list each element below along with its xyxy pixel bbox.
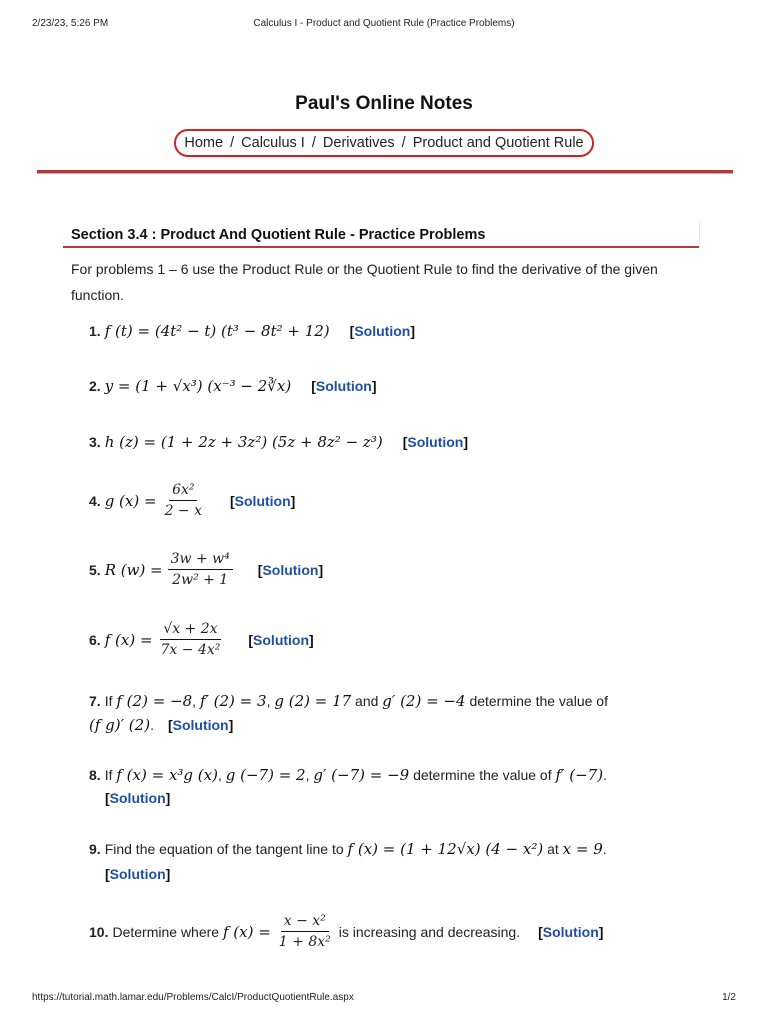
breadcrumb-derivatives[interactable]: Derivatives: [322, 135, 395, 151]
breadcrumb-container: [0, 129, 768, 157]
problem-7-continuation: [89, 716, 233, 734]
problem-number: 9.: [89, 841, 101, 857]
breadcrumb-calculus-i[interactable]: Calculus I: [241, 135, 305, 151]
solution-link-7[interactable]: [Solution]: [167, 717, 234, 733]
problem-number: 1.: [89, 323, 101, 339]
problem-8: [89, 766, 607, 784]
breadcrumb-home[interactable]: Home: [184, 135, 224, 151]
problem-text: and: [355, 693, 379, 709]
print-page-number: 1/2: [722, 992, 736, 1003]
solution-link-label[interactable]: Solution: [542, 923, 599, 940]
site-title[interactable]: Paul's Online Notes: [295, 93, 473, 114]
problem-8-continuation: [105, 790, 170, 806]
problem-text: ,: [266, 693, 271, 709]
problem-text: is increasing and decreasing.: [338, 923, 521, 940]
problem-number: 4.: [89, 492, 101, 509]
problem-text: .: [603, 767, 607, 783]
solution-link-5[interactable]: [Solution]: [257, 561, 324, 578]
problem-math: f′ (2) = 3: [199, 692, 267, 710]
problem-2: [89, 377, 377, 395]
fraction-numerator: 6x²: [169, 482, 197, 501]
problem-math: f′ (−7): [555, 766, 604, 784]
solution-link-label[interactable]: Solution: [253, 631, 310, 648]
fraction: [158, 621, 224, 658]
problem-math: g (2) = 17: [274, 692, 352, 710]
problem-number: 3.: [89, 434, 101, 450]
breadcrumb-current-page[interactable]: Product and Quotient Rule: [412, 135, 584, 151]
problem-math: h (z) = (1 + 2z + 3z²) (5z + 8z² − z³): [104, 433, 383, 451]
problem-math: y = (1 + √x³) (x⁻³ − 2∛x): [104, 377, 292, 395]
breadcrumb-separator: /: [230, 135, 235, 151]
fraction: [276, 913, 334, 950]
section-intro: For problems 1 – 6 use the Product Rule or the Quotient Rule to find the derivative of the given function.: [71, 261, 658, 303]
problem-number: 2.: [89, 378, 101, 394]
breadcrumb: [174, 129, 593, 157]
problem-9: [89, 840, 607, 858]
problem-text: If: [104, 693, 113, 709]
solution-link-1[interactable]: [Solution]: [349, 323, 416, 339]
problem-text: ,: [305, 767, 310, 783]
print-datetime: 2/23/23, 5:26 PM: [32, 18, 109, 29]
problem-number: 7.: [89, 693, 101, 709]
problem-lhs: f (x) =: [104, 630, 153, 649]
fraction-denominator: 2w² + 1: [172, 572, 229, 588]
problem-math: g′ (2) = −4: [382, 692, 466, 710]
breadcrumb-separator: /: [311, 135, 316, 151]
problem-9-continuation: [105, 866, 170, 882]
print-page-title: Calculus I - Product and Quotient Rule (Practice Problems): [253, 18, 515, 29]
problem-7: [89, 692, 608, 710]
print-footer: [32, 992, 736, 1006]
problem-text: determine the value of: [413, 767, 552, 783]
fraction-numerator: x − x²: [281, 913, 329, 932]
problem-math: g (−7) = 2: [225, 766, 306, 784]
solution-link-3[interactable]: [Solution]: [402, 434, 469, 450]
problem-text: determine the value of: [469, 693, 608, 709]
problem-text: ,: [217, 767, 222, 783]
section-divider: [63, 246, 699, 248]
problem-math: x = 9: [562, 840, 603, 858]
problem-10: [89, 913, 603, 950]
solution-link-label[interactable]: Solution: [234, 492, 291, 509]
print-header: [32, 18, 736, 32]
fraction: [168, 551, 233, 588]
problem-3: [89, 433, 468, 451]
fraction-denominator: 1 + 8x²: [278, 934, 331, 950]
solution-link-label[interactable]: Solution: [262, 561, 319, 578]
fraction: [162, 482, 205, 519]
problem-text: at: [547, 841, 559, 857]
fraction-numerator: 3w + w⁴: [168, 551, 233, 570]
solution-link-label[interactable]: Solution: [109, 866, 166, 882]
problem-lhs: R (w) =: [104, 560, 163, 579]
header-divider: [37, 170, 733, 174]
problem-math: (f g)′ (2): [89, 716, 151, 734]
solution-link-4[interactable]: [Solution]: [230, 492, 296, 509]
solution-link-label[interactable]: Solution: [109, 790, 166, 806]
problem-6: [89, 621, 314, 658]
problem-math: f (2) = −8: [116, 692, 193, 710]
problem-text: Find the equation of the tangent line to: [104, 841, 344, 857]
problem-number: 5.: [89, 561, 101, 578]
breadcrumb-separator: /: [401, 135, 406, 151]
solution-link-label[interactable]: Solution: [315, 378, 372, 394]
fraction-denominator: 2 − x: [164, 503, 202, 519]
problem-lhs: g (x) =: [104, 491, 157, 510]
problem-number: 8.: [89, 767, 101, 783]
problem-lhs: f (x) =: [222, 922, 271, 941]
solution-link-label[interactable]: Solution: [354, 323, 411, 339]
problem-text: .: [150, 717, 154, 733]
print-url: https://tutorial.math.lamar.edu/Problems/CalcI/ProductQuotientRule.aspx: [32, 992, 354, 1003]
solution-link-10[interactable]: [Solution]: [538, 923, 604, 940]
problem-text: ,: [192, 693, 197, 709]
problem-number: 10.: [89, 923, 109, 940]
problem-5: [89, 551, 323, 588]
problem-math: f (t) = (4t² − t) (t³ − 8t² + 12): [104, 322, 330, 340]
problem-math: f (x) = (1 + 12√x) (4 − x²): [347, 840, 544, 858]
fraction-numerator: √x + 2x: [160, 621, 220, 640]
solution-link-2[interactable]: [Solution]: [311, 378, 377, 394]
problem-1: [89, 322, 415, 340]
problem-4: [89, 482, 295, 519]
section-heading: Section 3.4 : Product And Quotient Rule - Practice Problems: [71, 227, 486, 243]
fraction-denominator: 7x − 4x²: [160, 642, 221, 658]
problem-text: Determine where: [112, 923, 220, 940]
solution-link-label[interactable]: Solution: [407, 434, 464, 450]
solution-link-8[interactable]: [Solution]: [105, 790, 171, 806]
problem-text: .: [602, 841, 607, 857]
problem-math: g′ (−7) = −9: [313, 766, 410, 784]
problem-math: f (x) = x³g (x): [116, 766, 218, 784]
problem-number: 6.: [89, 631, 101, 648]
solution-link-label[interactable]: Solution: [172, 717, 229, 733]
problem-text: If: [104, 767, 113, 783]
section-heading-box: [63, 221, 700, 248]
solution-link-9[interactable]: [Solution]: [105, 866, 171, 882]
solution-link-6[interactable]: [Solution]: [248, 631, 314, 648]
